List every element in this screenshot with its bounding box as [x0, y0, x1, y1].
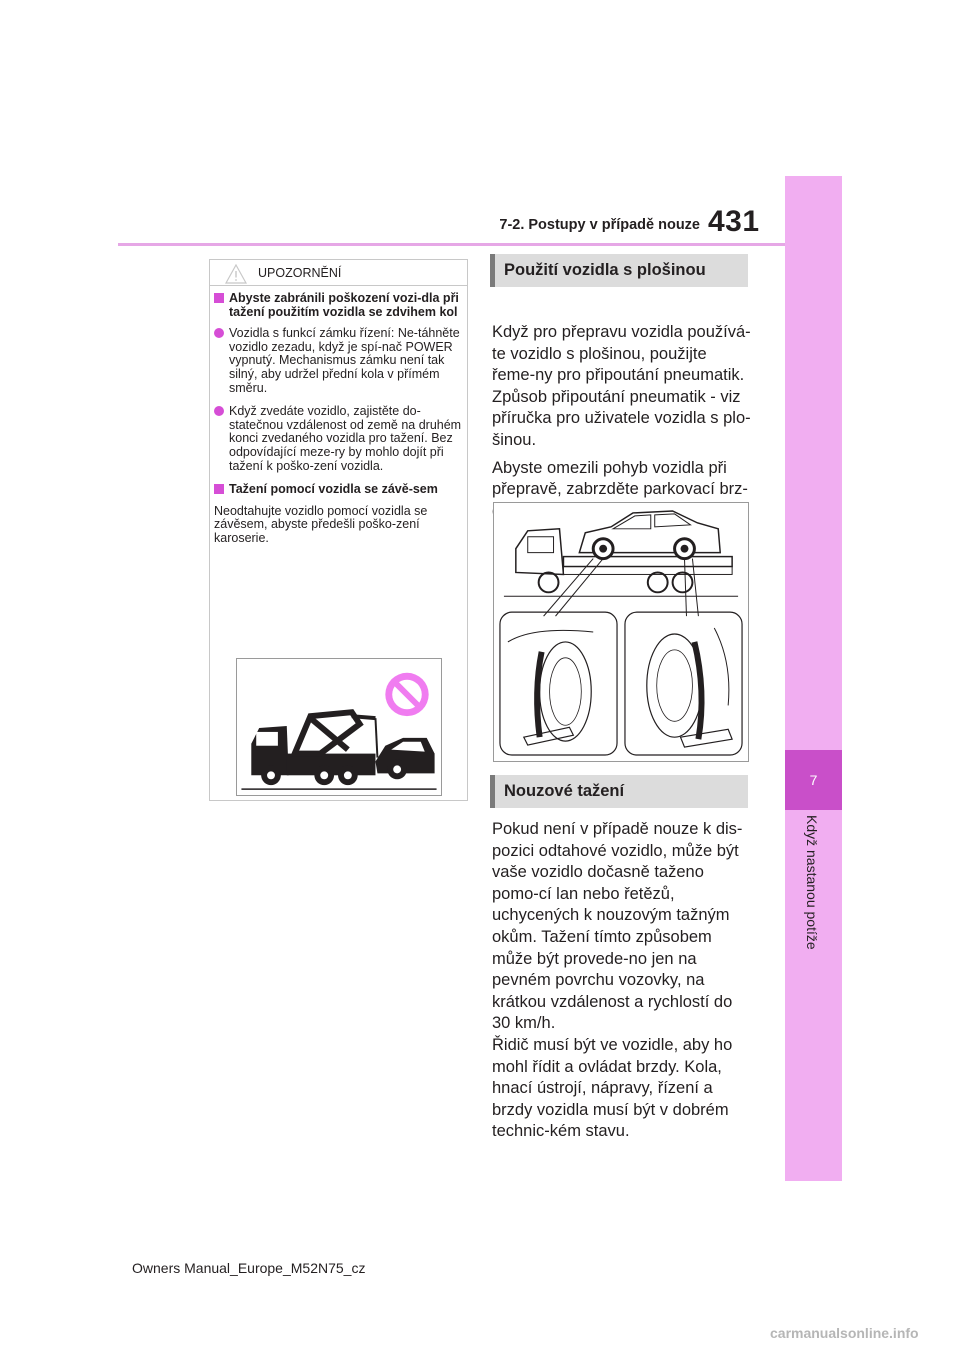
warning-triangle-icon: [225, 264, 247, 284]
section-heading-emergency-towing: [490, 775, 748, 808]
warning-heading-text: Abyste zabránili poškození vozi-dla při tažení použitím vozidla se zdvihem kol: [229, 291, 459, 319]
emergency-towing-text: [492, 819, 754, 1149]
flatbed-tie-down-illustration: [493, 502, 749, 762]
warning-heading-sling: [214, 483, 464, 497]
warning-title: UPOZORNĚNÍ: [258, 266, 342, 280]
warning-heading-wheel-lift: [214, 292, 464, 319]
chapter-side-tab: [785, 176, 842, 1181]
section-heading-bar: [490, 775, 495, 808]
round-bullet-icon: [214, 406, 224, 416]
chapter-title: Když nastanou potíže: [804, 815, 820, 950]
warning-bullet: [214, 405, 464, 473]
document-id: Owners Manual_Europe_M52N75_cz: [132, 1260, 366, 1276]
warning-bullet-text: Když zvedáte vozidlo, zajistěte do-statečnou vzdálenost od země na druhém konci zvedaného vozidla pro tažení. Bez odpovídající meze-ry by mohlo dojít při tažení k poško-zení vozidla.: [229, 404, 462, 473]
section-heading-bar: [490, 254, 495, 287]
warning-heading-text: Tažení pomocí vozidla se závě-sem: [229, 482, 438, 497]
square-bullet-icon: [214, 484, 224, 494]
header-divider: [118, 243, 785, 246]
warning-body: [214, 292, 464, 554]
warning-text: Neodtahujte vozidlo pomocí vozidla se závěsem, abyste předešli poško-zení karoserie.: [214, 503, 428, 545]
warning-bullet-text: Vozidla s funkcí zámku řízení: Ne-táhněte vozidlo zezadu, když je spí-nač POWER vypnutý. Mechanismus zámku není tak silný, aby udržel přední kola v přímém směru.: [229, 326, 460, 395]
watermark: carmanualsonline.info: [770, 1325, 919, 1341]
square-bullet-icon: [214, 293, 224, 303]
section-heading-text: Použití vozidla s plošinou: [504, 261, 706, 279]
paragraph: Abyste omezili pohyb vozidla při přepravě, zabrzděte parkovací brz-du a vypněte spínač POWER.: [492, 458, 748, 520]
flatbed-text: [492, 322, 754, 528]
warning-bullet: [214, 327, 464, 395]
chapter-number: 7: [785, 750, 842, 810]
page-number: 431: [708, 205, 760, 238]
paragraph: Pokud není v případě nouze k dis-pozici odtahové vozidlo, může být vaše vozidlo dočasně taženo pomo-cí lan nebo řetězů, uchycených k nouzovým tažným okům. Tažení tímto způsobem může být provede-no jen na pevném povrchu vozovky, na krátkou vzdálenost a rychlostí do 30 km/h.: [492, 820, 743, 1033]
sling-tow-prohibited-illustration: [236, 658, 442, 796]
paragraph: Když pro přepravu vozidla používá-te vozidlo s plošinou, použijte řeme-ny pro připoutání pneumatik. Způsob připoutání pneumatik - viz příručka pro uživatele vozidla s plo-šinou.: [492, 323, 751, 449]
section-title: 7-2. Postupy v případě nouze: [499, 217, 700, 233]
round-bullet-icon: [214, 328, 224, 338]
section-heading-flatbed: [490, 254, 748, 287]
paragraph: Řidič musí být ve vozidle, aby ho mohl řídit a ovládat brzdy. Kola, hnací ústrojí, nápravy, řízení a brzdy vozidla musí být v dobrém technic-kém stavu.: [492, 1035, 733, 1141]
section-heading-text: Nouzové tažení: [504, 782, 625, 800]
